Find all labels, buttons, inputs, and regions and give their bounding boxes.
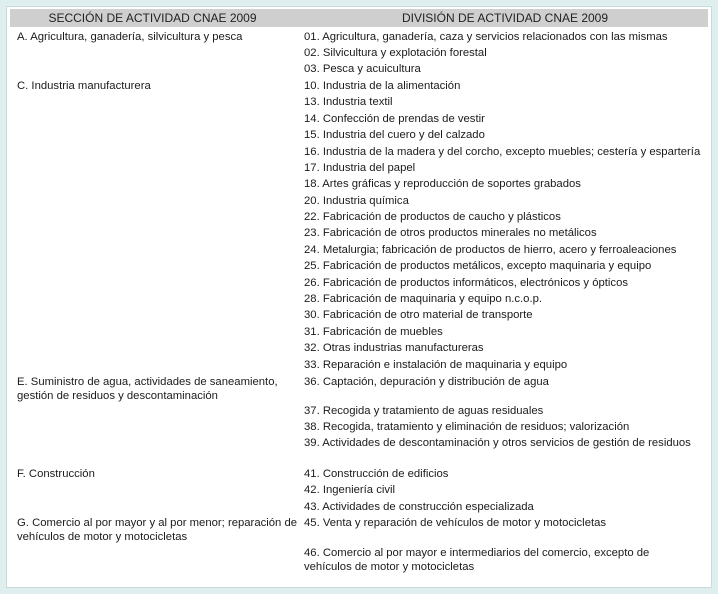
division-item: 25. Fabricación de productos metálicos, excepto maquinaria y equipo [304,260,652,272]
division-item: 13. Industria textil [304,96,393,108]
division-item: 33. Reparación e instalación de maquinaria y equipo [304,359,568,371]
division-item: 28. Fabricación de maquinaria y equipo n.c.o.p. [304,293,543,305]
division-item: 02. Silvicultura y explotación forestal [304,47,487,59]
division-item: 16. Industria de la madera y del corcho, excepto muebles; cestería y espartería [304,146,701,158]
division-item: 15. Industria del cuero y del calzado [304,129,485,141]
division-item: 30. Fabricación de otro material de transporte [304,309,533,321]
division-item: 18. Artes gráficas y reproducción de soportes grabados [304,178,581,190]
division-item: 20. Industria química [304,195,409,207]
division-item: 17. Industria del papel [304,162,416,174]
section-e: E. Suministro de agua, actividades de saneamiento, gestión de residuos y descontaminación [17,376,278,402]
division-item: 43. Actividades de construcción especializada [304,501,534,513]
division-item: 26. Fabricación de productos informáticos, electrónicos y ópticos [304,277,629,289]
division-item: 22. Fabricación de productos de caucho y plásticos [304,211,561,223]
division-item: 39. Actividades de descontaminación y otros servicios de gestión de residuos [304,437,691,449]
division-item: 37. Recogida y tratamiento de aguas residuales [304,405,544,417]
section-a: A. Agricultura, ganadería, silvicultura y pesca [17,31,243,43]
division-item: 31. Fabricación de muebles [304,326,443,338]
division-column-header: DIVISIÓN DE ACTIVIDAD CNAE 2009 [401,11,609,25]
division-item: 10. Industria de la alimentación [304,80,461,92]
division-item: 24. Metalurgia; fabricación de productos de hierro, acero y ferroaleaciones [304,244,677,256]
division-item: 42. Ingeniería civil [304,484,396,496]
division-item: 46. Comercio al por mayor e intermediarios del comercio, excepto de vehículos de motor y motocicletas [304,547,650,573]
division-item: 38. Recogida, tratamiento y eliminación de residuos; valorización [304,421,630,433]
section-column-header: SECCIÓN DE ACTIVIDAD CNAE 2009 [48,11,257,25]
section-f: F. Construcción [17,468,95,480]
division-item: 14. Confección de prendas de vestir [304,113,485,125]
division-item: 36. Captación, depuración y distribución de agua [304,376,549,388]
table-header [10,9,708,27]
section-g: G. Comercio al por mayor y al por menor; reparación de vehículos de motor y motocicletas [17,517,298,543]
section-c: C. Industria manufacturera [17,80,151,92]
division-item: 01. Agricultura, ganadería, caza y servicios relacionados con las mismas [304,31,668,43]
division-item: 03. Pesca y acuicultura [304,63,421,75]
division-item: 45. Venta y reparación de vehículos de motor y motocicletas [304,517,607,529]
division-item: 41. Construcción de edificios [304,468,449,480]
division-item: 23. Fabricación de otros productos minerales no metálicos [304,227,597,239]
division-item: 32. Otras industrias manufactureras [304,342,484,354]
